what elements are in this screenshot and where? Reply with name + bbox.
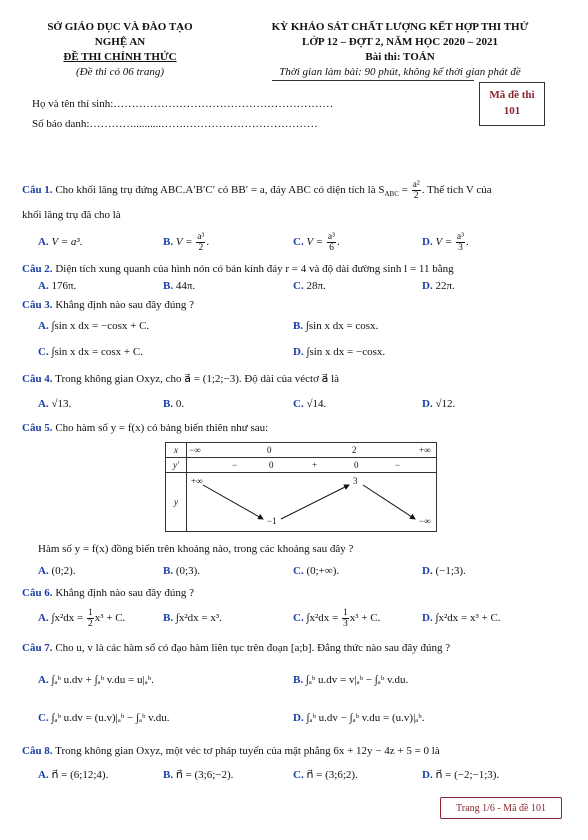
q4-option-c: C. √14.: [293, 398, 327, 410]
q2-option-a: A. 176π.: [38, 280, 77, 292]
vt-x-3: +∞: [419, 445, 431, 455]
q6-option-c: C. ∫x²dx = $\frac{1}{3}$ x³ + C.: [293, 608, 381, 629]
vt-y-0: +∞: [191, 476, 203, 486]
q8-option-b: B. n⃗ = (3;6;−2).: [163, 769, 234, 781]
q3-option-d: D. ∫sin x dx = −cosx.: [293, 346, 386, 358]
q1-option-c: C. V = $\frac{\text{a³}}{6}$ .: [293, 232, 340, 253]
q6-option-a: A. ∫x²dx = $\frac{1}{2}$ x³ + C.: [38, 608, 126, 629]
exam-title: KỲ KHẢO SÁT CHẤT LƯỢNG KẾT HỢP THI THỬ: [271, 21, 529, 33]
q1-text-b: . Thể tích V của: [421, 184, 492, 197]
header-divider: [272, 80, 474, 81]
question-8: Câu 8. Trong không gian Oxyz, một véc tơ pháp tuyến của mặt phẳng 6x + 12y − 4z + 5 = 0 là: [22, 745, 440, 757]
vt-sign-2: +: [312, 460, 318, 470]
page-footer: Trang 1/6 - Mã đề 101: [440, 797, 562, 819]
vt-x-0: −∞: [189, 445, 201, 455]
q8-option-d: D. n⃗ = (−2;−1;3).: [422, 769, 500, 781]
q5-option-b: B. (0;3).: [163, 565, 200, 577]
q1-text-sub: ABC: [384, 190, 399, 199]
exam-subtitle: LỚP 12 – ĐỢT 2, NĂM HỌC 2020 – 2021: [302, 36, 498, 48]
q3-option-c: C. ∫sin x dx = cosx + C.: [38, 346, 143, 358]
dept-name: SỞ GIÁO DỤC VÀ ĐÀO TẠO: [47, 21, 193, 33]
question-5: Câu 5. Cho hàm số y = f(x) có bảng biến thiên như sau:: [22, 422, 269, 434]
vt-y-1: −1: [267, 516, 277, 526]
question-2: Câu 2. Diện tích xung quanh của hình nón có bán kính đáy r = 4 và độ dài đường sinh l = 11 bằng: [22, 263, 454, 275]
question-3: Câu 3. Khẳng định nào sau đây đúng ?: [22, 299, 195, 311]
q6-option-b: B. ∫x²dx = x³.: [163, 612, 222, 624]
q7-option-c: C. ∫ₐᵇ u.dv = (u.v)|ₐᵇ − ∫ₐᵇ v.du.: [38, 712, 170, 724]
candidate-id-field: Số báo danh:…………..........…….………………………………: [32, 118, 318, 130]
vt-sign-1: 0: [269, 460, 274, 470]
vt-x-label: x: [166, 443, 187, 458]
exam-code-box: [479, 82, 545, 126]
official-label: ĐỀ THI CHÍNH THỨC: [63, 51, 177, 63]
q1-label: Câu 1.: [22, 184, 53, 197]
q5-option-c: C. (0;+∞).: [293, 565, 340, 577]
header-right: [230, 20, 570, 80]
vt-y-label: y: [166, 473, 187, 532]
q2-option-b: B. 44π.: [163, 280, 196, 292]
q6-option-d: D. ∫x²dx = x³ + C.: [422, 612, 501, 624]
exam-code-value: 101: [503, 105, 521, 117]
vt-yprime-label: y′: [166, 458, 187, 473]
question-4: Câu 4. Trong không gian Oxyz, cho a⃗ = (1;2;−3). Độ dài của véctơ a⃗ là: [22, 373, 340, 385]
q1-text-cont: khối lăng trụ đã cho là: [22, 209, 121, 221]
q4-option-d: D. √12.: [422, 398, 456, 410]
q5-option-a: A. (0;2).: [38, 565, 76, 577]
q2-option-d: D. 22π.: [422, 280, 455, 292]
q1-option-b: B. V = $\frac{\text{a³}}{2}$ .: [163, 232, 210, 253]
q7-option-d: D. ∫ₐᵇ u.dv − ∫ₐᵇ v.du = (u.v)|ₐᵇ.: [293, 712, 425, 724]
candidate-name-field: Họ và tên thí sinh:……………………………………………………: [32, 98, 334, 110]
vt-y-3: −∞: [419, 516, 431, 526]
q1-fraction: $\frac{\text{a²}}{2}$: [412, 180, 420, 201]
question-1: Câu 1. Cho khối lăng trụ đứng ABC.A′B′C′ có BB′ = a, đáy ABC có diện tích là $S_{ABC}$ = $\frac{\text{a²}}{2}$ . Thể tích V của: [22, 180, 492, 201]
subject-label: Bài thi: TOÁN: [365, 51, 435, 63]
vt-sign-0: −: [232, 460, 238, 470]
vt-arrows: [187, 473, 439, 531]
q7-option-a: A. ∫ₐᵇ u.dv + ∫ₐᵇ v.du = u|ₐᵇ.: [38, 674, 154, 686]
q5-question: Hàm số y = f(x) đồng biến trên khoảng nào, trong các khoảng sau đây ?: [38, 543, 354, 555]
q1-text-a: Cho khối lăng trụ đứng ABC.A′B′C′ có BB′ = a, đáy ABC có diện tích là S: [55, 184, 385, 197]
vt-x-2: 2: [352, 445, 357, 455]
question-7: Câu 7. Cho u, v là các hàm số có đạo hàm liên tục trên đoạn [a;b]. Đẳng thức nào sau đây đúng ?: [22, 642, 451, 654]
exam-code-label: Mã đề thi: [489, 89, 535, 101]
header-left: [20, 20, 220, 80]
q2-option-c: C. 28π.: [293, 280, 326, 292]
time-note: Thời gian làm bài: 90 phút, không kể thời gian phát đề: [279, 66, 521, 78]
q4-option-b: B. 0.: [163, 398, 185, 410]
vt-x-1: 0: [267, 445, 272, 455]
q4-option-a: A. √13.: [38, 398, 72, 410]
pages-note: (Đề thi có 06 trang): [76, 66, 164, 78]
vt-sign-3: 0: [354, 460, 359, 470]
q3-option-a: A. ∫sin x dx = −cosx + C.: [38, 320, 150, 332]
q5-option-d: D. (−1;3).: [422, 565, 466, 577]
q7-option-b: B. ∫ₐᵇ u.dv = v|ₐᵇ − ∫ₐᵇ v.du.: [293, 674, 409, 686]
vt-sign-4: −: [395, 460, 401, 470]
province-name: NGHỆ AN: [94, 36, 146, 48]
variation-table: [165, 442, 437, 532]
question-6: Câu 6. Khẳng định nào sau đây đúng ?: [22, 587, 195, 599]
q3-option-b: B. ∫sin x dx = cosx.: [293, 320, 379, 332]
q8-option-a: A. n⃗ = (6;12;4).: [38, 769, 109, 781]
vt-y-2: 3: [353, 476, 358, 486]
q8-option-c: C. n⃗ = (3;6;2).: [293, 769, 358, 781]
q1-option-d: D. V = $\frac{\text{a³}}{3}$ .: [422, 232, 469, 253]
q1-option-a: A. V = a³.: [38, 236, 83, 248]
